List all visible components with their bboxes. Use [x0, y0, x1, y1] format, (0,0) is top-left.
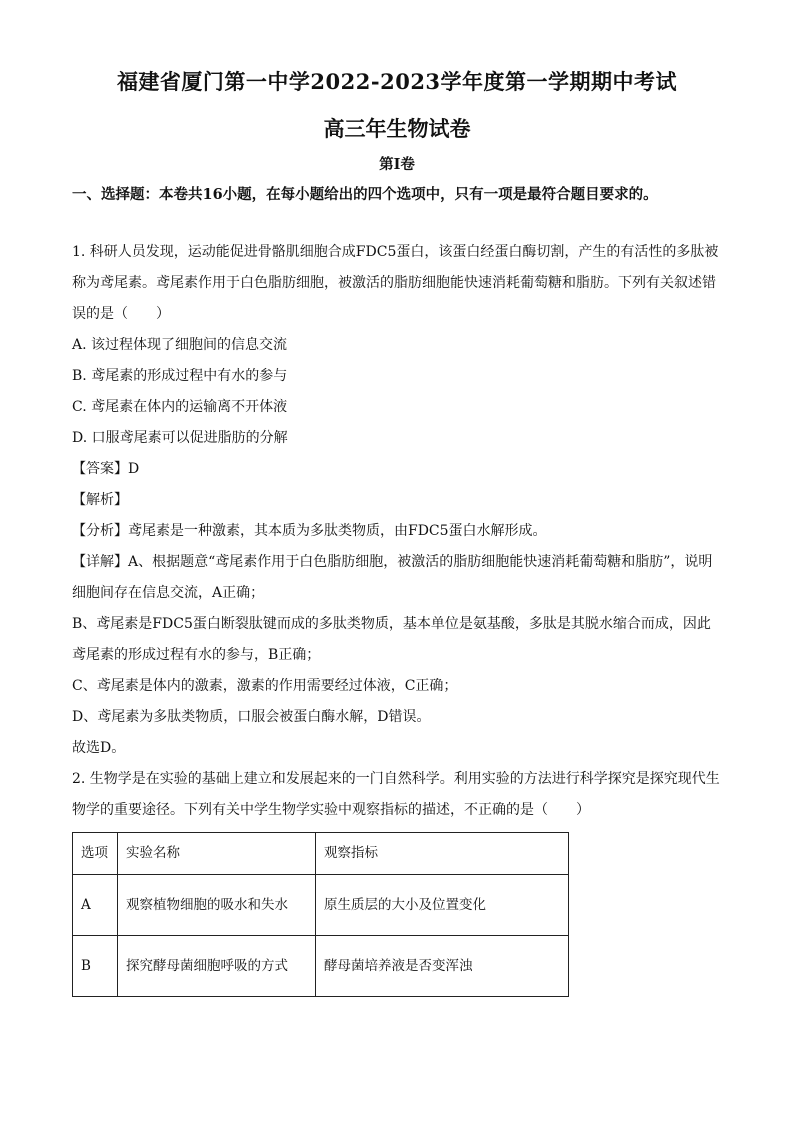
table-header-cell: 观察指标 [316, 833, 569, 875]
table-header-cell: 实验名称 [118, 833, 316, 875]
table-header-cell: 选项 [73, 833, 118, 875]
q1-detail-c: C、鸢尾素是体内的激素，激素的作用需要经过体液，C正确； [72, 678, 458, 694]
q1-conclusion: 故选D。 [72, 740, 126, 756]
section-heading: 一、选择题：本卷共16小题，在每小题给出的四个选项中，只有一项是最符合题目要求的。 [72, 186, 658, 203]
question-body [72, 237, 724, 997]
table-cell: 原生质层的大小及位置变化 [316, 875, 569, 936]
table-row [73, 936, 569, 997]
exam-subtitle: 高三年生物试卷 [323, 116, 471, 141]
table-cell: B [73, 936, 118, 997]
q1-detail-b: B、鸢尾素是FDC5蛋白断裂肽键而成的多肽类物质，基本单位是氨基酸，多肽是其脱水缩合而成，因此鸢尾素的形成过程有水的参与，B正确； [72, 616, 711, 663]
table-row [73, 875, 569, 936]
q1-option-b: B. 鸢尾素的形成过程中有水的参与 [72, 368, 288, 384]
q1-stem: 1. 科研人员发现，运动能促进骨骼肌细胞合成FDC5蛋白，该蛋白经蛋白酶切割，产生的有活性的多肽被称为鸢尾素。鸢尾素作用于白色脂肪细胞，被激活的脂肪细胞能快速消耗葡萄糖和脂肪。下列有关叙述错误的是（ ） [72, 244, 719, 322]
q2-stem: 2. 生物学是在实验的基础上建立和发展起来的一门自然科学。利用实验的方法进行科学探究是探究现代生物学的重要途径。下列有关中学生物学实验中观察指标的描述，不正确的是（ ） [72, 771, 720, 818]
q1-option-a: A. 该过程体现了细胞间的信息交流 [72, 337, 288, 353]
q1-answer: 【答案】D [72, 461, 140, 477]
volume-label: 第I卷 [379, 156, 415, 173]
experiment-table [72, 832, 569, 997]
q1-analysis-label: 【解析】 [72, 492, 128, 508]
q1-detail-d: D、鸢尾素为多肽类物质，口服会被蛋白酶水解，D错误。 [72, 709, 431, 725]
table-header-row [73, 833, 569, 875]
q1-option-c: C. 鸢尾素在体内的运输离不开体液 [72, 399, 288, 415]
table-cell: A [73, 875, 118, 936]
table-cell: 探究酵母菌细胞呼吸的方式 [118, 936, 316, 997]
q1-analysis: 【分析】鸢尾素是一种激素，其本质为多肽类物质，由FDC5蛋白水解形成。 [72, 523, 547, 539]
table-cell: 酵母菌培养液是否变浑浊 [316, 936, 569, 997]
q1-detail-a: 【详解】A、根据题意“鸢尾素作用于白色脂肪细胞，被激活的脂肪细胞能快速消耗葡萄糖和脂肪”，说明细胞间存在信息交流，A正确； [72, 554, 713, 601]
q1-option-d: D. 口服鸢尾素可以促进脂肪的分解 [72, 430, 288, 446]
table-cell: 观察植物细胞的吸水和失水 [118, 875, 316, 936]
exam-title: 福建省厦门第一中学2022-2023学年度第一学期期中考试 [116, 69, 678, 94]
